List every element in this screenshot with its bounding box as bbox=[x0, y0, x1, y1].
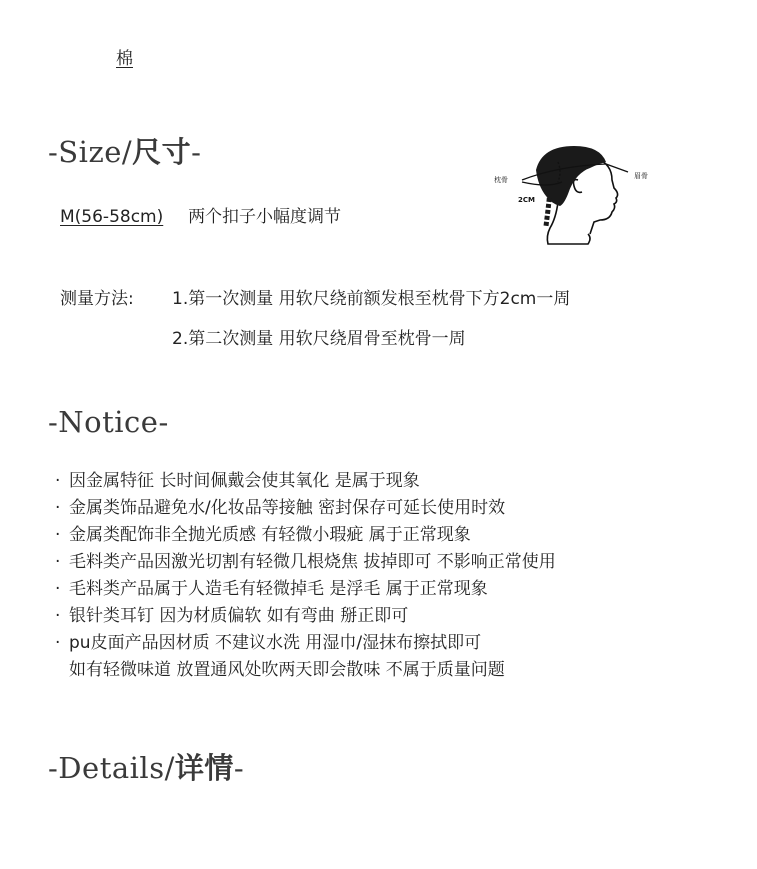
bullet: · bbox=[55, 633, 61, 653]
measure-step-2: 2.第二次测量 用软尺绕眉骨至枕骨一周 bbox=[172, 329, 466, 349]
notice-heading: -Notice- bbox=[48, 405, 169, 439]
list-item bbox=[55, 576, 556, 603]
details-heading bbox=[48, 746, 244, 787]
notice-continuation: 如有轻微味道 放置通风处吹两天即会散味 不属于质量问题 bbox=[69, 660, 505, 680]
notice-item-text: 金属类配饰非全抛光质感 有轻微小瑕疵 属于正常现象 bbox=[69, 525, 471, 545]
size-heading-tail: - bbox=[191, 135, 202, 169]
brow-label: 眉骨 bbox=[634, 172, 648, 180]
notice-item-text: 金属类饰品避免水/化妆品等接触 密封保存可延长使用时效 bbox=[69, 498, 506, 518]
bullet: · bbox=[55, 525, 61, 545]
head-measurement-diagram bbox=[488, 140, 658, 252]
list-item bbox=[55, 603, 556, 630]
list-item bbox=[55, 549, 556, 576]
details-heading-cn: 详情 bbox=[174, 751, 234, 785]
size-spec bbox=[60, 202, 341, 227]
notice-item-text: 毛料类产品因激光切割有轻微几根烧焦 拔掉即可 不影响正常使用 bbox=[69, 552, 556, 572]
bullet: · bbox=[55, 552, 61, 572]
list-item bbox=[55, 495, 556, 522]
material-label: 棉 bbox=[116, 49, 133, 69]
notice-list bbox=[55, 468, 556, 684]
list-item bbox=[55, 468, 556, 495]
size-heading-en: -Size/ bbox=[48, 135, 133, 169]
size-label: M(56-58cm) bbox=[60, 207, 164, 227]
list-item bbox=[55, 522, 556, 549]
notice-item-text: 毛料类产品属于人造毛有轻微掉毛 是浮毛 属于正常现象 bbox=[69, 579, 488, 599]
measure-step-1: 1.第一次测量 用软尺绕前额发根至枕骨下方2cm一周 bbox=[172, 289, 571, 309]
size-heading bbox=[48, 130, 201, 171]
notice-item-text: 银针类耳钉 因为材质偏软 如有弯曲 掰正即可 bbox=[69, 606, 409, 626]
notice-item-text: 因金属特征 长时间佩戴会使其氧化 是属于现象 bbox=[69, 471, 420, 491]
bullet: · bbox=[55, 579, 61, 599]
hair-shape bbox=[536, 146, 606, 206]
occiput-label: 枕骨 bbox=[494, 176, 508, 184]
size-note: 两个扣子小幅度调节 bbox=[188, 207, 342, 227]
size-heading-cn: 尺寸 bbox=[132, 135, 192, 169]
notice-item-text: pu皮面产品因材质 不建议水洗 用湿巾/湿抹布擦拭即可 bbox=[69, 633, 482, 653]
details-heading-en: -Details/ bbox=[48, 751, 175, 785]
bullet: · bbox=[55, 606, 61, 626]
measure-label: 测量方法: bbox=[60, 289, 134, 309]
details-heading-tail: - bbox=[233, 751, 245, 785]
offset-label: 2CM bbox=[518, 196, 535, 204]
bullet: · bbox=[55, 498, 61, 518]
list-item bbox=[55, 630, 556, 657]
bullet: · bbox=[55, 471, 61, 491]
